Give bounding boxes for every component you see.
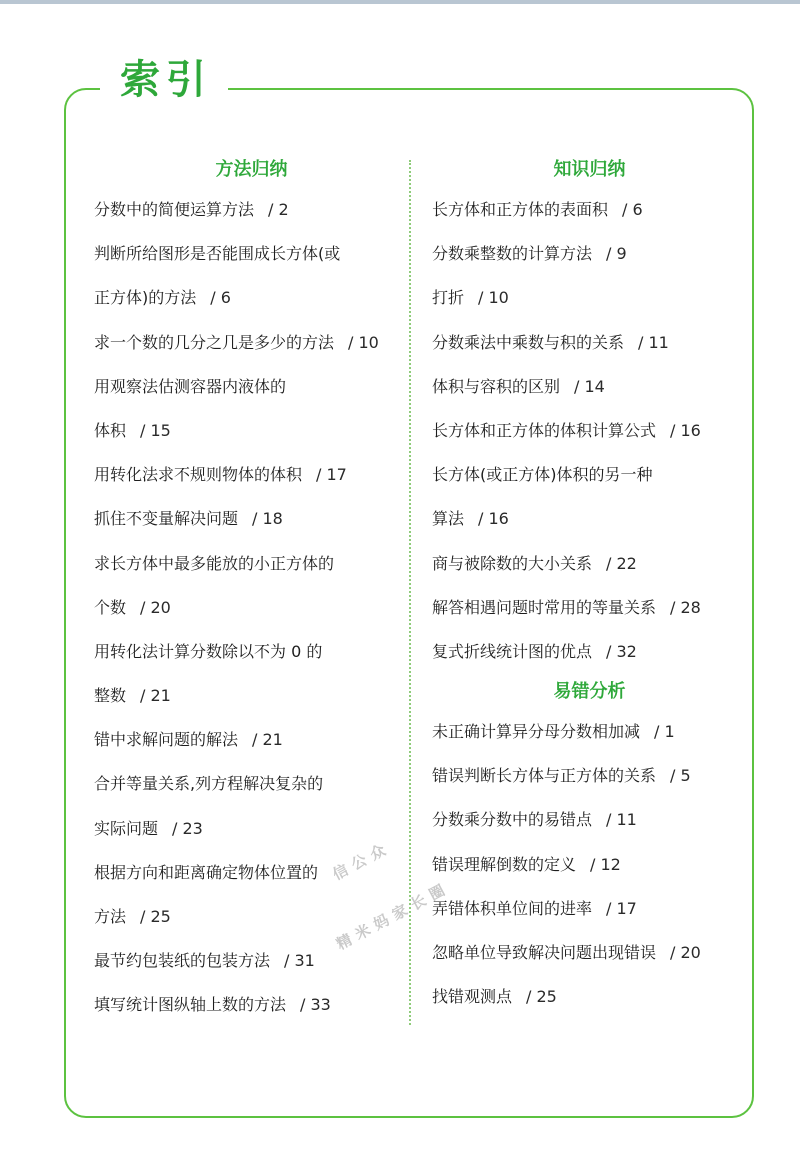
entry-text: 算法 [432, 509, 465, 529]
entry-page-number: / 17 [316, 465, 347, 485]
entry-page-number: / 18 [252, 509, 283, 529]
entry-page-number: / 22 [606, 553, 637, 573]
entry-text: 分数乘法中乘数与积的关系 [432, 332, 625, 352]
section-title-knowledge: 知识归纳 [553, 159, 626, 180]
entry-text: 未正确计算异分母分数相加减 [432, 722, 641, 742]
index-entry [432, 232, 757, 276]
entry-page-number: / 11 [606, 810, 637, 830]
entry-page-number: / 2 [268, 200, 289, 219]
index-entry [94, 409, 419, 453]
knowledge-list [432, 188, 757, 674]
entry-text: 分数乘整数的计算方法 [432, 244, 593, 264]
section-title-mistakes: 易错分析 [553, 681, 626, 703]
entry-page-number: / 6 [210, 288, 231, 308]
entry-text: 求长方体中最多能放的小正方体的 [94, 553, 335, 573]
entry-text: 合并等量关系,列方程解决复杂的 [94, 774, 324, 794]
entry-page-number: / 10 [348, 332, 379, 352]
index-entry [432, 276, 757, 320]
entry-page-number: / 28 [670, 597, 701, 617]
entry-text: 长方体和正方体的表面积 [432, 200, 609, 219]
entry-text: 求一个数的几分之几是多少的方法 [94, 332, 335, 352]
watermark-line1: 信公众 [329, 838, 394, 884]
index-entry [432, 843, 757, 887]
left-column [94, 152, 419, 1028]
entry-page-number: / 12 [590, 854, 621, 874]
index-entry [432, 887, 757, 931]
entry-text: 根据方向和距离确定物体位置的 [94, 862, 319, 882]
index-entry [94, 718, 419, 762]
entry-text: 判断所给图形是否能围成长方体(或 [94, 244, 341, 264]
index-entry [432, 586, 757, 630]
entry-text: 体积 [94, 420, 127, 440]
entry-text: 用转化法计算分数除以不为 0 的 [94, 641, 323, 661]
index-entry [432, 453, 757, 497]
entry-page-number: / 21 [252, 730, 283, 750]
entry-text: 最节约包装纸的包装方法 [94, 951, 271, 971]
index-entry [94, 453, 419, 497]
index-entry [94, 586, 419, 630]
index-entry [432, 321, 757, 365]
index-entry [94, 365, 419, 409]
entry-page-number: / 20 [670, 943, 701, 962]
index-entry [94, 983, 419, 1027]
entry-text: 长方体(或正方体)体积的另一种 [432, 465, 653, 485]
index-entry [432, 754, 757, 798]
index-entry [94, 542, 419, 586]
index-entry [432, 542, 757, 586]
entry-page-number: / 6 [622, 200, 643, 219]
index-entry [94, 188, 419, 232]
entry-page-number: / 25 [526, 987, 557, 1007]
entry-text: 分数中的简便运算方法 [94, 200, 255, 219]
entry-page-number: / 11 [638, 332, 669, 352]
entry-page-number: / 5 [670, 766, 691, 786]
right-column [432, 152, 757, 1019]
entry-text: 分数乘分数中的易错点 [432, 810, 593, 830]
entry-page-number: / 21 [140, 686, 171, 706]
index-entry [432, 710, 757, 754]
index-entry [94, 939, 419, 983]
entry-text: 实际问题 [94, 818, 159, 838]
index-entry [432, 497, 757, 541]
index-entry [94, 276, 419, 320]
entry-text: 正方体)的方法 [94, 288, 197, 308]
entry-text: 长方体和正方体的体积计算公式 [432, 420, 657, 440]
methods-list [94, 188, 419, 1028]
entry-page-number: / 17 [606, 898, 637, 918]
entry-page-number: / 10 [478, 288, 509, 308]
entry-text: 错中求解问题的解法 [94, 730, 239, 750]
entry-page-number: / 16 [478, 509, 509, 529]
entry-text: 错误判断长方体与正方体的关系 [432, 766, 657, 786]
entry-text: 错误理解倒数的定义 [432, 854, 577, 874]
entry-text: 弄错体积单位间的进率 [432, 898, 593, 918]
watermark-line2: 精米妈家长圈 [333, 878, 454, 954]
title-wrap [100, 55, 228, 105]
index-entry [94, 630, 419, 674]
index-entry [432, 409, 757, 453]
index-entry [432, 798, 757, 842]
index-entry [94, 232, 419, 276]
entry-page-number: / 31 [284, 951, 315, 971]
entry-page-number: / 15 [140, 420, 171, 440]
entry-text: 解答相遇问题时常用的等量关系 [432, 597, 657, 617]
entry-page-number: / 32 [606, 641, 637, 661]
entry-text: 方法 [94, 907, 127, 926]
index-entry [432, 931, 757, 975]
entry-text: 打折 [432, 288, 465, 308]
index-entry [94, 321, 419, 365]
entry-page-number: / 9 [606, 244, 627, 264]
entry-text: 用转化法求不规则物体的体积 [94, 465, 303, 485]
entry-text: 复式折线统计图的优点 [432, 641, 593, 661]
entry-text: 忽略单位导致解决问题出现错误 [432, 943, 657, 962]
mistakes-list [432, 710, 757, 1019]
entry-page-number: / 33 [300, 995, 331, 1015]
page-title: 索引 [120, 57, 212, 103]
entry-text: 个数 [94, 597, 127, 617]
index-entry [94, 674, 419, 718]
entry-page-number: / 16 [670, 420, 701, 440]
index-entry [432, 975, 757, 1019]
entry-text: 用观察法估测容器内液体的 [94, 376, 287, 396]
index-entry [94, 497, 419, 541]
entry-text: 整数 [94, 686, 127, 706]
top-edge-strip [0, 0, 800, 4]
entry-text: 体积与容积的区别 [432, 376, 561, 396]
entry-text: 填写统计图纵轴上数的方法 [94, 995, 287, 1015]
entry-page-number: / 14 [574, 376, 605, 396]
entry-text: 找错观测点 [432, 987, 513, 1007]
index-entry [432, 365, 757, 409]
index-entry [432, 188, 757, 232]
entry-text: 抓住不变量解决问题 [94, 509, 239, 529]
entry-page-number: / 1 [654, 722, 675, 742]
index-entry [94, 762, 419, 806]
section-title-methods: 方法归纳 [215, 159, 288, 180]
entry-page-number: / 23 [172, 818, 203, 838]
entry-page-number: / 25 [140, 907, 171, 926]
index-entry [432, 630, 757, 674]
entry-page-number: / 20 [140, 597, 171, 617]
entry-text: 商与被除数的大小关系 [432, 553, 593, 573]
